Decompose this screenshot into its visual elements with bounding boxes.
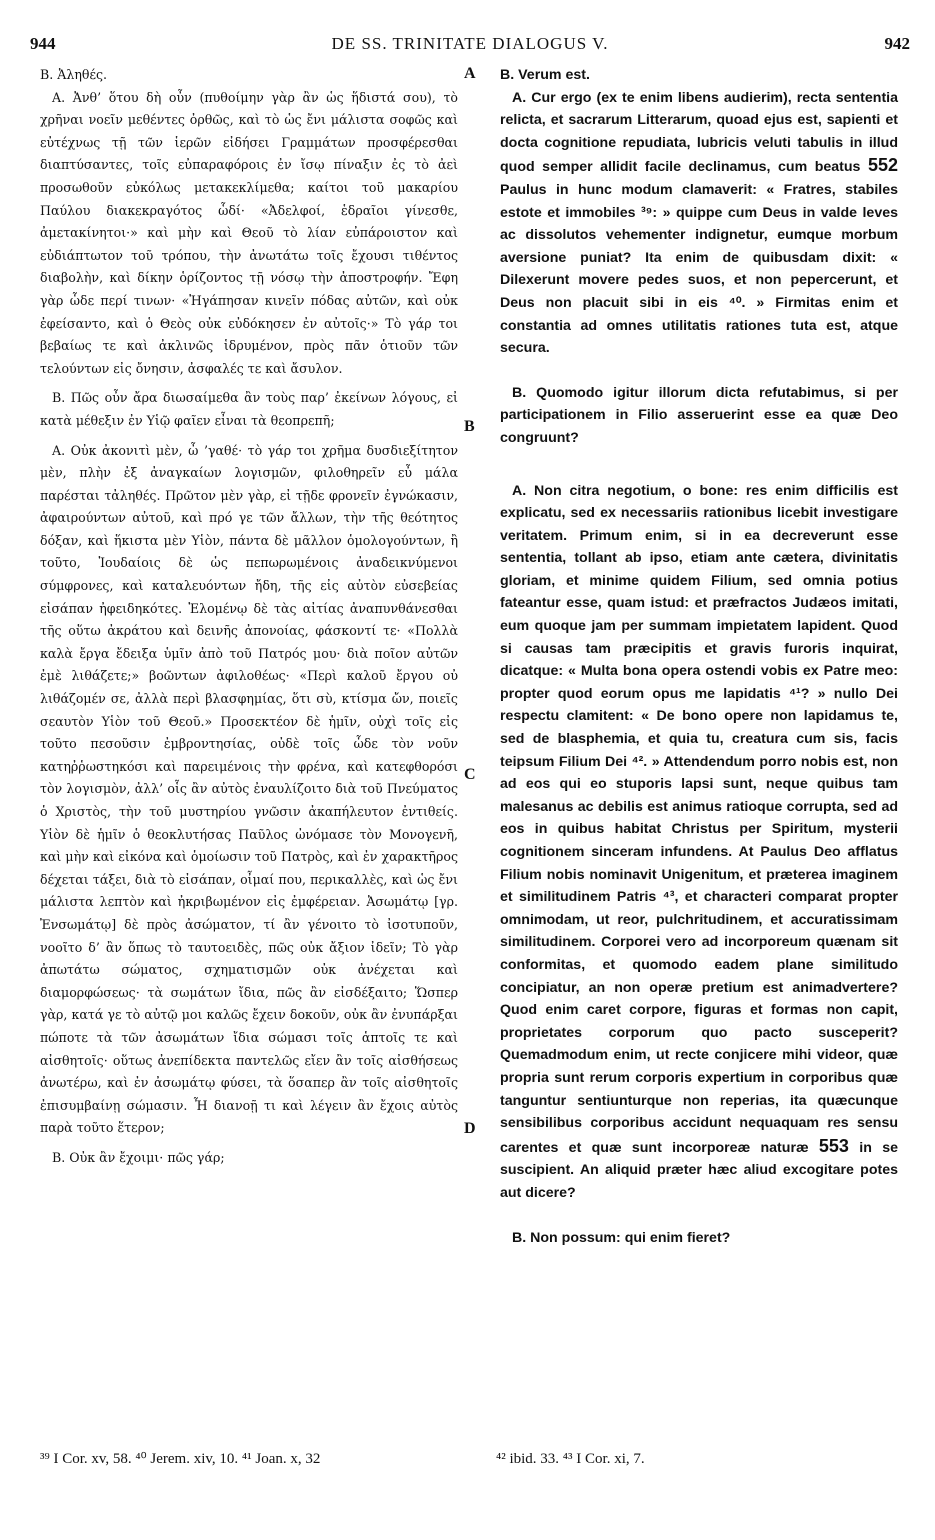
page-number-right: 942 (884, 34, 910, 53)
greek-paragraph: Β. Ἀληθές. (40, 67, 108, 82)
page-marker-552: 552 (867, 155, 898, 176)
greek-paragraph: Α. Οὐκ ἀκονιτὶ μὲν, ὦ ’γαθέ· τὸ γάρ τοι χρῆμα δυσδιεξίτητον μὲν, πλὴν ἐξ ἀναγκαίων λογισμῶν, φιλοθηρεῖν εὖ μάλα παρέσται τἀληθές. Πρῶτον μὲν γὰρ, εἰ τῇδε φρονεῖν ἐγνώκασιν, ἀφαιρούντων αὐτοῦ, καὶ πρό γε τῶν ἄλλων, τὴν τῆς θεότητος δόξαν, καὶ ἥκιστα μὲν Υἱὸν, πάντα δὲ μᾶλλον ὁμολογούντων, ἢ τοῦτο, Ἰουδαίοις δὲ ὡς πεπωρωμένοις ἀναδεικνύμενοι σύμφρονες, καὶ καταλευόντων ἤδη, τῆς εἰς αὐτὸν εὐσεβείας εἰσάπαν ἠφειδηκότες. Ἐλομένῳ δὲ τὰς αἰτίας ἀναπυνθάνεσθαι τῆς οὕτω ἀκράτου καὶ δεινῆς ἀπονοίας, φάσκοντί τε· «Πολλὰ καλὰ ἔργα ἔδειξα ὑμῖν ἀπὸ τοῦ Πατρός μου· διὰ ποῖον αὐτῶν ἐμὲ λιθάζετε;» βοῶντων ἀφιλοθέως· «Περὶ καλοῦ ἔργου οὐ λιθάζομέν σε, ἀλλὰ περὶ βλασφημίας, ὅτι σὺ, κτίσμα ὤν, ποιεῖς σεαυτὸν Υἱὸν τοῦ Θεοῦ.» Προσεκτέον δὲ ἡμῖν, οὐχὶ τοῖς εἰς τοῦτο πεσοῦσιν ἐμβροντησίας, οὐδὲ τοῖς ὧδε τὸν νοῦν κατηῤῥωστηκόσι καὶ παρειμένοις τὴν φρένα, καὶ κατεφθορόσι τὸν λογισμὸν, ἀλλ’ οἷς ἂν αὐτὸς ἐναυλίζοιτο διὰ τοῦ Πνεύματος ὁ Χριστὸς, τὴν τοῦ μυστηρίου γνῶσιν ἀκαπήλευτον ἐντιθείς. Υἱὸν δὲ ἡμῖν ὁ θεοκλυτήσας Παῦλος ὠνόμασε τὸν Μονογενῆ, καὶ μὴν καὶ εἰκόνα καὶ ὁμοίωσιν τοῦ Πατρὸς, καὶ ἐν χαρακτῆρος δέχεται τάξει, διὰ τὸ εἰσάπαν, οἶμαί που, περικαλλὲς, καὶ ὡς ἔνι μάλιστα λεπτὸν καὶ ἠκριβωμένον εἰς ἐμφέρειαν. Ἀσωμάτῳ [γρ. Ἐνσωμάτῳ] δὲ πρὸς ἀσώματον, τί ἂν γένοιτο τὸ ἰσοτυποῦν, νοοῖτο δ’ ἂν ὅπως τὸ ταυτοειδὲς, πῶς οὐκ ἄξιον ἰδεῖν; Τὸ γὰρ ἀπωτάτω σώματος, σχηματισμῶν οὐκ ἀνέχεται καὶ διαμορφώσεως· τὰ σωμάτων ἴδια, πῶς ἂν εἰσδέξαιτο; Ὥσπερ γὰρ, κατά γε τὸ αὐτῷ μοι καλῶς ἔχειν δοκοῦν, οὐκ ἂν ἐνυπάρξαι πώποτε τὰ τῶν ἀσωμάτων ἴδια σώμασι τοῖς ἁπτοῖς τε καὶ αἰσθητοῖς· οὕτως ἀνεπίδεκτα παντελῶς εἴεν ἂν τοῖς αἰσθήσεως ἀνωτέρω, καὶ ἐν ἀσωμάτῳ φύσει, τὰ ὅσαπερ ἂν τοῖς αἰσθητοῖς ἐπισυμβαίνῃ σώμασιν. Ἦ διανοῇ τι καὶ λέγειν ἂν ἔχοις αὐτὸς παρὰ τοῦτο ἕτερον; (40, 442, 458, 1136)
latin-paragraph: A. Cur ergo (ex te enim libens audierim), recta sententia relicta, et sacrarum Litterarum, quoad ejus est, sapienti et docta cognitione repudiata, lubricis veluti tabulis in illud quod semper allidit facile declinamus, cum beatus 552 Paulus in hunc modum clamaverit: « Fratres, stabiles estote et immobiles ³⁹: » quippe cum Deus in valde leves ac dissolutos vehementer indignetur, eumque morbum aversione puniat? Ita enim de quibusdam dixit: « Dilexerunt movere pedes suos, et non pepercerunt, et Deus non placuit sibi in eis ⁴⁰. » Firmitas enim et constantia ad omnes utilitatis rationes tuta est, atque secura. (500, 89, 898, 357)
margin-letter-d: D (464, 1120, 476, 1137)
running-title: DE SS. TRINITATE DIALOGUS V. (331, 34, 609, 53)
latin-paragraph: B. Verum est. (500, 67, 590, 83)
greek-paragraph: Β. Οὐκ ἂν ἔχοιμι· πῶς γάρ; (52, 1149, 225, 1165)
footnotes-left: ³⁹ I Cor. xv, 58. ⁴⁰ Jerem. xiv, 10. ⁴¹ Joan. x, 32 (40, 1451, 321, 1467)
page-header (30, 34, 910, 58)
margin-letter-b: B (464, 418, 475, 435)
greek-column (40, 64, 458, 1170)
latin-paragraph: B. Quomodo igitur illorum dicta refutabimus, si per participationem in Filio asseruerint esse ea quæ Deo congruunt? (500, 384, 898, 446)
latin-paragraph: A. Non citra negotium, o bone: res enim difficilis est explicatu, sed ex necessariis rationibus licebit investigare veritatem. Primum enim, si in ea decreverunt esse sententia, tollant ab ipso, etiam ante cætera, divinitatis gloriam, et minime quidem Filium, sed omnia potius fateantur esse, quam istud: et præfractos Judæos imitati, eum quoque jam per summam impietatem lapident. Quod si causas tam præcipitis et gravis furoris inquirat, dicatque: « Multa bona opera ostendi vobis ex Patre meo: propter quod eorum opus me lapidatis ⁴¹? » nullo Dei respectu clamitent: « De bono opere non lapidamus te, sed de blasphemia, et quia tu, creatura cum sis, facis teipsum Filium Dei ⁴². » Attendendum porro nobis est, non ad eos qui eo stuporis lapsi sunt, neque quibus tam malesanus ac debilis est animus ratioque corrupta, sed ad eos in quibus habitat Christus per Spiritum, mysterii cognitionem sinceram infundens. At Paulus Deo afflatus Filium nobis nominavit Unigenitum, et præterea imaginem et similitudinem Patris ⁴³, et characteri comparat propter omnimodam, ut reor, pulchritudinem, et accuratissimam similitudinem. Corporei vero ad incorporeum quænam sit conformitas, et quomodo eadem plane similitudo concipiatur, an non operæ pretium est animadvertere? Quod enim caret corpore, figuras et formas non capit, proprietates corporum quo pacto susceperit? Quemadmodum enim, ut recte conjicere mihi videor, quæ propria sunt rerum corporis expertium in corporibus quæ tanguntur sentiunturque non reperias, ita quæcunque sensibilibus corporibus accidunt nequaquam res sensu carentes et quæ sunt incorporeæ naturæ 553 in se suscipient. An aliquid præter hæc aliud excogitare potes aut dicere? (500, 482, 898, 1201)
footnotes-right: ⁴² ibid. 33. ⁴³ I Cor. xi, 7. (496, 1451, 645, 1467)
margin-letter-a: A (464, 65, 476, 82)
page-marker-553: 553 (818, 1135, 849, 1156)
latin-paragraph: B. Non possum: qui enim fieret? (512, 1229, 731, 1246)
greek-paragraph: Β. Πῶς οὖν ἄρα διωσαίμεθα ἂν τοὺς παρ’ ἐκείνων λόγους, εἰ κατὰ μέθεξιν ἐν Υἱῷ φαῖεν εἶναι τὰ θεοπρεπῆ; (40, 390, 458, 428)
greek-paragraph: Α. Ἀνθ’ ὅτου δὴ οὖν (πυθοίμην γὰρ ἂν ὡς ἥδιστά σου), τὸ χρῆναι νοεῖν μεθέντες ὀρθῶς, καὶ τὸ ὡς ἔνι μάλιστα σοφῶς καὶ εὐτέχνως τῇ τῶν ἱερῶν εἰδήσει Γραμμάτων προσφέρεσθαι διαπτύσαντες, τοῖς εὐπαραφόροις ἐν ἴσῳ πίναξιν ἐς τὸ ἀεὶ προσωθοῦν εὐκόλως μετακεκλίμεθα; καίτοι τοῦ μακαρίου Παύλου διακεκραγότος ὧδί· «Ἀδελφοί, ἑδραῖοι γίνεσθε, ἀμετακίνητοι·» καὶ μὴν καὶ Θεοῦ τὸ λίαν εὐπάροιστον καὶ εὐδιάπτωτον τοῦ τρόπου, τὴν ἀνωτάτω τοῖς ἔχουσι τιθέντος διαβολὴν, καὶ δίκην ὁρίζοντος τῇ νόσῳ τὴν ἀποστροφήν. Ἔφη γὰρ ὧδε περί τινων· «Ἠγάπησαν κινεῖν πόδας αὐτῶν, καὶ οὐκ ἐφείσαντο, καὶ ὁ Θεὸς οὐκ εὐδόκησεν ἐν αὐτοῖς·» Τὸ γάρ τοι βεβαίως τε καὶ ἀκλινῶς ἱδρυμένον, πρὸς πᾶν ὁτιοῦν τῶν τελούντων εἰς ὄνησιν, ἀσφαλές τε καὶ ἄσυλον. (40, 89, 458, 376)
page-number-left: 944 (30, 34, 56, 53)
latin-column (500, 64, 898, 1249)
margin-letter-c: C (464, 766, 476, 783)
